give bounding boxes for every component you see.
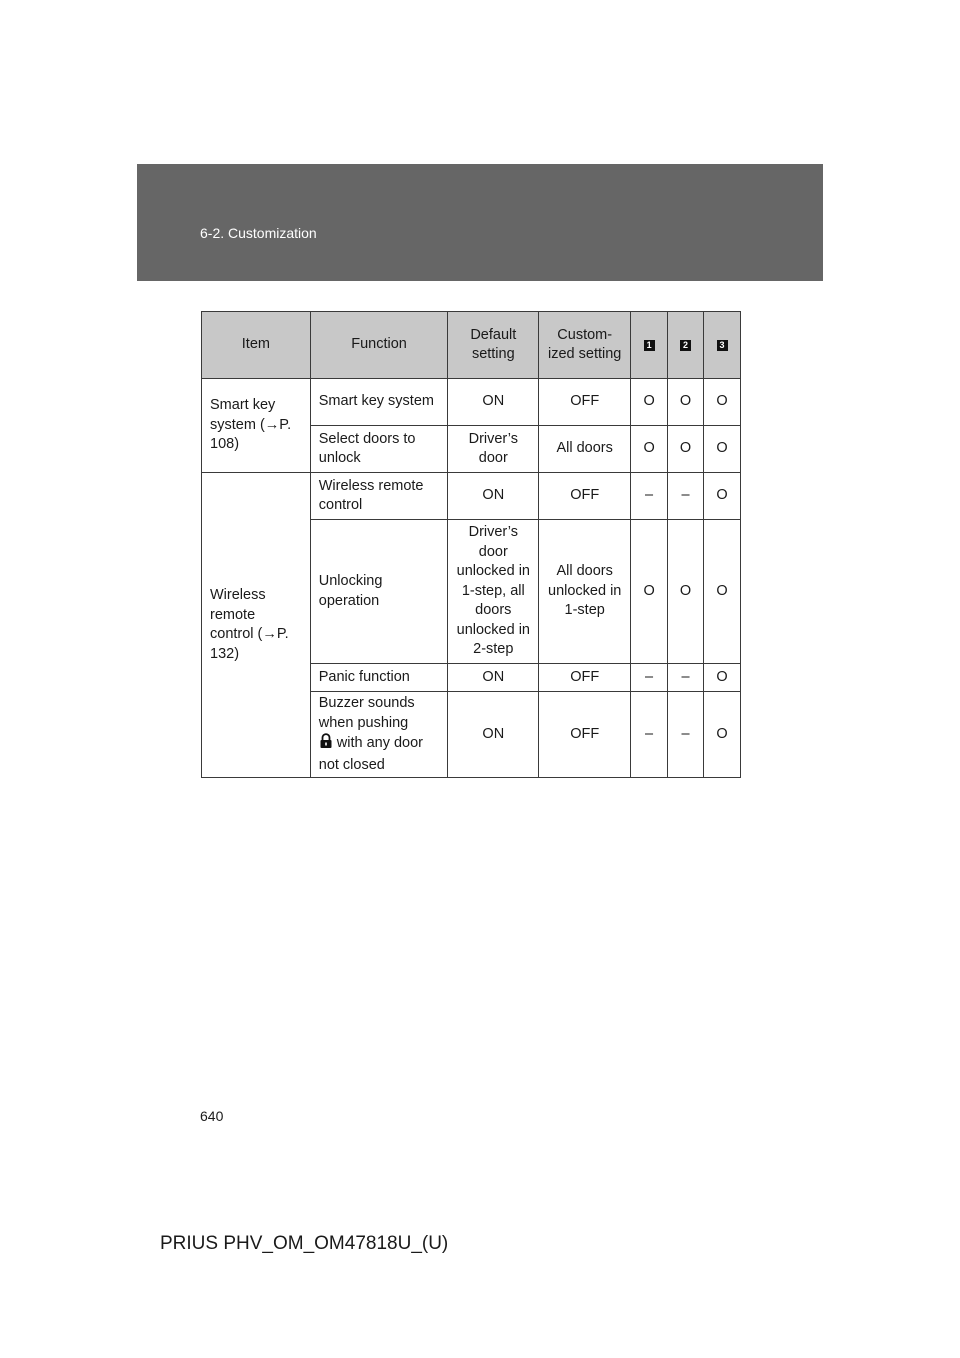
option-2-cell: –	[668, 692, 704, 778]
function-text-before-icon: Buzzer sounds when pushing	[318, 695, 415, 731]
option-3-cell: O	[704, 473, 741, 520]
col-header-3	[704, 312, 741, 379]
option-2-cell: –	[668, 664, 704, 692]
option-3-cell: O	[704, 520, 741, 664]
table-header-row	[202, 312, 741, 379]
custom-cell: All doors	[539, 426, 631, 473]
col-header-item: Item	[202, 312, 311, 379]
option-1-cell: O	[631, 520, 668, 664]
function-cell: Wireless remote control	[310, 473, 448, 520]
option-3-cell: O	[704, 426, 741, 473]
section-title: 6-2. Customization	[200, 225, 317, 241]
col-header-2	[668, 312, 704, 379]
table-row	[202, 379, 741, 426]
default-cell: ON	[448, 692, 539, 778]
option-1-cell: –	[631, 664, 668, 692]
table-row	[202, 473, 741, 520]
col-header-function: Function	[310, 312, 448, 379]
option-1-cell: O	[631, 379, 668, 426]
col-header-1	[631, 312, 668, 379]
option-1-cell: –	[631, 692, 668, 778]
function-text-after-icon: with any door not closed	[318, 735, 423, 773]
section-header-band	[137, 164, 823, 281]
function-cell	[310, 692, 448, 778]
document-footer: PRIUS PHV_OM_OM47818U_(U)	[160, 1233, 449, 1254]
number-badge-1: 1	[644, 340, 655, 351]
page-number: 640	[200, 1108, 224, 1124]
number-badge-3: 3	[717, 340, 728, 351]
function-cell: Smart key system	[310, 379, 448, 426]
default-cell: Driver’s door	[448, 426, 539, 473]
item-wireless-remote-control: Wireless remote control (→P. 132)	[202, 473, 311, 778]
option-2-cell: –	[668, 473, 704, 520]
lock-icon	[319, 733, 333, 756]
col-header-customized: Custom-ized setting	[539, 312, 631, 379]
default-cell: ON	[448, 473, 539, 520]
custom-cell: All doors unlocked in 1-step	[539, 520, 631, 664]
default-cell: ON	[448, 664, 539, 692]
option-3-cell: O	[704, 692, 741, 778]
option-1-cell: –	[631, 473, 668, 520]
function-cell: Select doors to unlock	[310, 426, 448, 473]
option-2-cell: O	[668, 379, 704, 426]
item-smart-key-system: Smart key system (→P. 108)	[202, 379, 311, 473]
option-2-cell: O	[668, 520, 704, 664]
customization-table	[201, 311, 741, 778]
option-3-cell: O	[704, 664, 741, 692]
option-2-cell: O	[668, 426, 704, 473]
col-header-default: Default setting	[448, 312, 539, 379]
custom-cell: OFF	[539, 473, 631, 520]
default-cell: ON	[448, 379, 539, 426]
default-cell: Driver’s door unlocked in 1-step, all doors unlocked in 2-step	[448, 520, 539, 664]
custom-cell: OFF	[539, 379, 631, 426]
option-3-cell: O	[704, 379, 741, 426]
option-1-cell: O	[631, 426, 668, 473]
function-cell: Panic function	[310, 664, 448, 692]
function-cell: Unlocking operation	[310, 520, 448, 664]
custom-cell: OFF	[539, 692, 631, 778]
number-badge-2: 2	[680, 340, 691, 351]
custom-cell: OFF	[539, 664, 631, 692]
